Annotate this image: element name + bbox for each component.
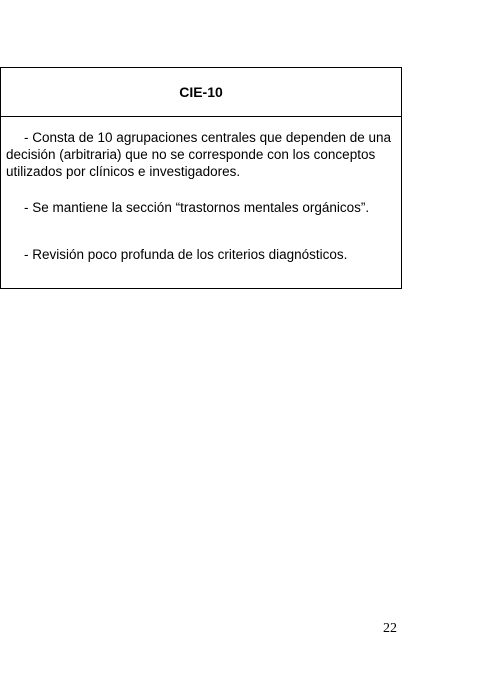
paragraph-organic-section: - Se mantiene la sección “trastornos mentales orgánicos”. <box>24 200 370 215</box>
paragraph-groupings: - Consta de 10 agrupaciones centrales que dependen de una decisión (arbitraria) que no se corresponde con los conceptos utilizados por clínicos e investigadores. <box>6 130 392 179</box>
paragraph-criteria-review: - Revisión poco profunda de los criterios diagnósticos. <box>24 247 348 262</box>
table-body-cell <box>1 117 401 288</box>
page-number: 22 <box>383 621 397 636</box>
table-header-title: CIE-10 <box>179 84 223 100</box>
table-header <box>1 68 401 117</box>
criteria-table <box>0 67 402 289</box>
